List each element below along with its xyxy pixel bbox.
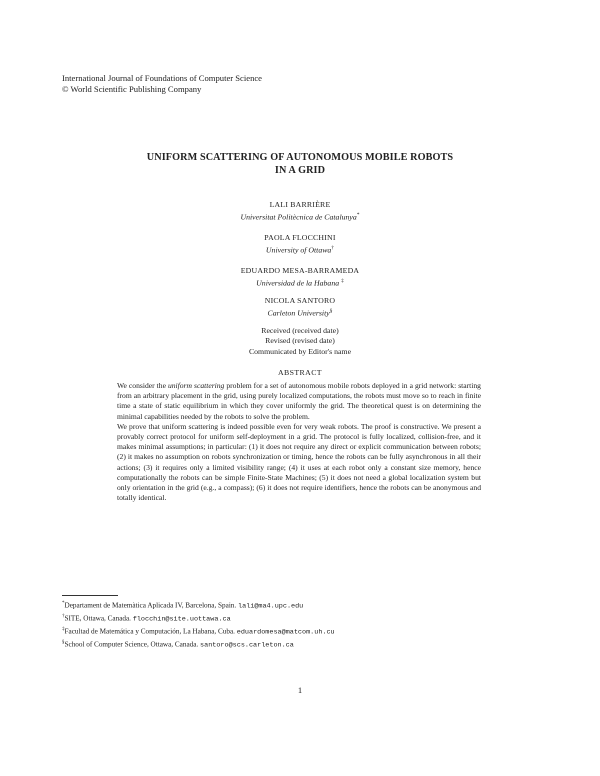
abstract-paragraph-1: We consider the uniform scattering problem for a set of autonomous mobile robots deployed in a grid network: starting from an arbitrary placement in the grid, using purely localized computations, the robots must move so to reach in finite time a state of static equilibrium in which they cover uniformly the grid. The theoretical quest is on determining the minimal capabilities needed by the robots to solve the problem.: [117, 381, 481, 421]
author-3: [150, 266, 450, 289]
author-4: [150, 296, 450, 319]
author-affiliation: Universidad de la Habana ‡: [256, 278, 344, 288]
footnote-mark: †: [331, 245, 335, 252]
footnote-1: *Departament de Matemàtica Aplicada IV, Barcelona, Spain. lali@ma4.upc.edu: [62, 601, 304, 611]
received-date: Received (received date): [261, 326, 339, 335]
journal-name: International Journal of Foundations of Computer Science: [62, 73, 262, 83]
revised-date: Revised (revised date): [265, 336, 335, 346]
abstract-body: [117, 381, 481, 503]
footnote-3: ‡Facultad de Matemática y Computación, La Habana, Cuba. eduardomesa@matcom.uh.cu: [62, 626, 335, 637]
email-link[interactable]: lali@ma4.upc.edu: [238, 602, 304, 611]
footnote-mark: §: [329, 308, 333, 315]
author-affiliation: Universitat Politècnica de Catalunya*: [240, 212, 360, 222]
communicated-by: Communicated by Editor's name: [248, 346, 352, 356]
author-2: [150, 233, 450, 256]
paper-title: [60, 152, 540, 177]
title-line-1: UNIFORM SCATTERING OF AUTONOMOUS MOBILE ROBOTS: [146, 152, 454, 163]
footnote-4: §School of Computer Science, Ottawa, Canada. santoro@scs.carleton.ca: [62, 639, 294, 650]
journal-header: [62, 73, 262, 95]
email-link[interactable]: eduardomesa@matcom.uh.cu: [236, 628, 335, 637]
publication-dates: [150, 326, 450, 357]
author-affiliation: University of Ottawa†: [265, 245, 335, 255]
emphasis: uniform scattering: [167, 381, 225, 390]
page-number: 1: [297, 685, 303, 695]
journal-copyright: © World Scientific Publishing Company: [62, 84, 202, 94]
footnote-2: †SITE, Ottawa, Canada. flocchin@site.uottawa.ca: [62, 613, 231, 624]
abstract-paragraph-2: We prove that uniform scattering is indeed possible even for very weak robots. The proof is constructive. We present a provably correct protocol for uniform self-deployment in a grid. The protocol is fully localized, collision-free, and it makes minimal assumptions; in particular: (1) it does not require any direct or explicit communication between robots; (2) it makes no assumption on robots synchronization or timing, hence the robots can be fully asynchronous in all their actions; (3) it requires only a limited visibility range; (4) it uses at each robot only a constant size memory, hence computationally the robots can be simple Finite-State Machines; (5) it does not need a global localization system but only orientation in the grid (e.g., a compass); (6) it does not require identifiers, hence the robots can be anonymous and totally identical.: [117, 421, 481, 503]
title-line-2: IN A GRID: [274, 164, 326, 176]
author-affiliation: Carleton University§: [267, 308, 333, 318]
footnote-mark: *: [356, 212, 360, 219]
author-1: [150, 200, 450, 223]
footnote-rule: [62, 595, 118, 596]
footnotes: [62, 599, 335, 651]
author-name: LALI BARRIÈRE: [269, 200, 331, 209]
author-name: EDUARDO MESA-BARRAMEDA: [240, 266, 360, 275]
email-link[interactable]: flocchin@site.uottawa.ca: [132, 615, 231, 624]
email-link[interactable]: santoro@scs.carleton.ca: [200, 641, 294, 650]
author-name: PAOLA FLOCCHINI: [264, 233, 336, 242]
abstract-heading: ABSTRACT: [278, 368, 322, 377]
author-name: NICOLA SANTORO: [264, 296, 336, 305]
footnote-mark: ‡: [341, 278, 344, 285]
